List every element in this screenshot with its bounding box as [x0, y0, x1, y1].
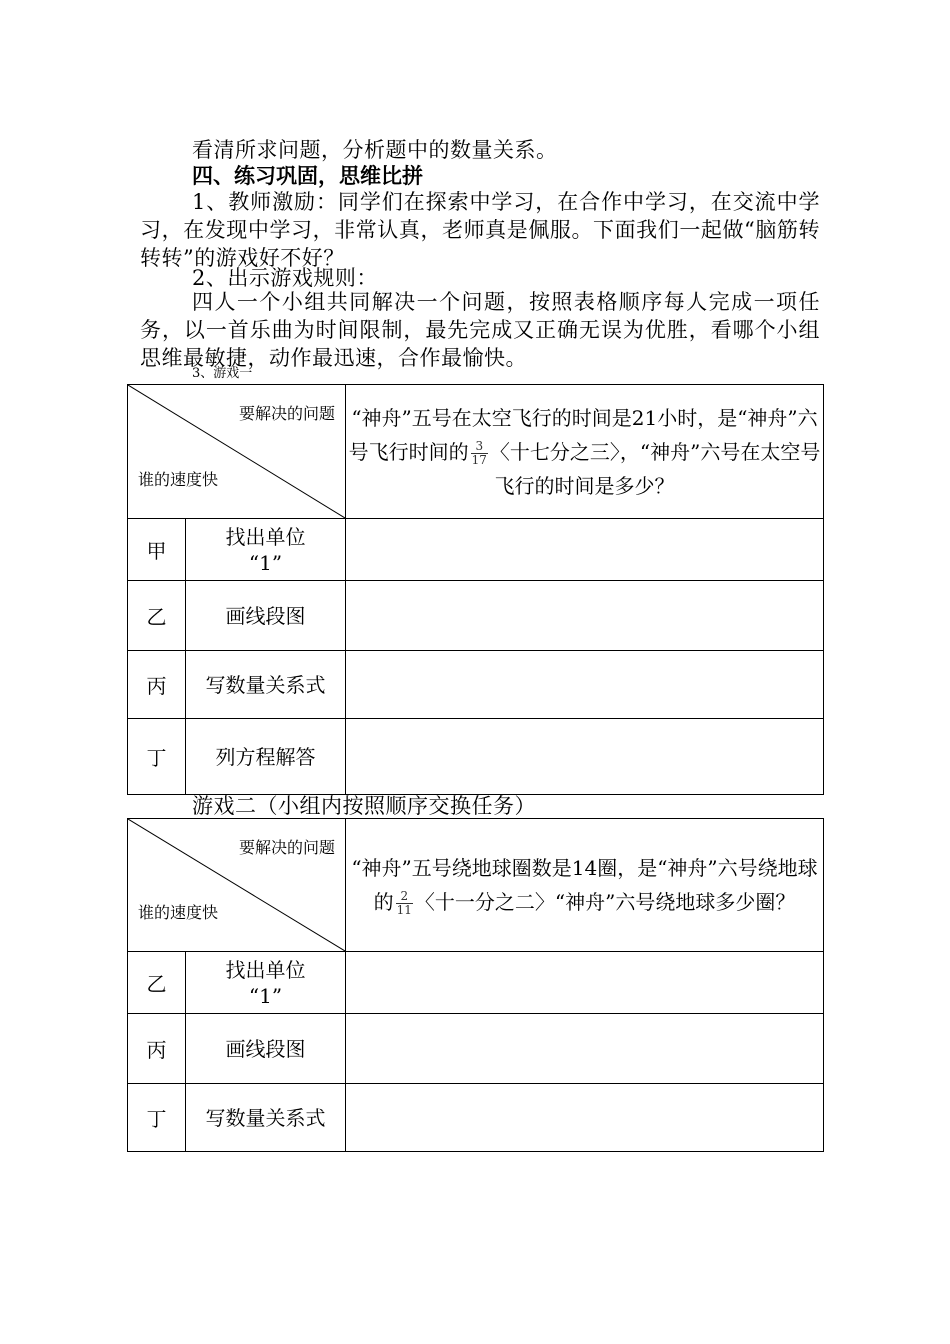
game2-diagonal-header-cell: [128, 819, 346, 952]
game1-label: 3、游戏一: [192, 366, 253, 381]
person-cell: 乙: [128, 952, 186, 1014]
task-cell: [186, 952, 346, 1014]
answer-cell[interactable]: [346, 1014, 824, 1084]
answer-cell[interactable]: [346, 719, 824, 795]
header-problem-label: 要解决的问题: [238, 838, 335, 857]
game2-problem-text-part1: “神舟”五号绕地球圈数是14圈，是“神舟”六号绕地球的: [351, 856, 818, 914]
task-cell: 写数量关系式: [186, 1084, 346, 1152]
game2-fraction: [396, 890, 413, 917]
header-speed-label: 谁的速度快: [138, 470, 219, 489]
task-cell: 画线段图: [186, 581, 346, 651]
person-cell: 丁: [128, 719, 186, 795]
task-cell: 列方程解答: [186, 719, 346, 795]
fraction-numerator: 3: [471, 440, 488, 454]
task-cell: 画线段图: [186, 1014, 346, 1084]
game1-row: [128, 719, 824, 795]
task-line1: 找出单位: [225, 957, 306, 982]
answer-cell[interactable]: [346, 952, 824, 1014]
answer-cell[interactable]: [346, 1084, 824, 1152]
game2-problem-text-part2: 〈十一分之二〉“神舟”六号绕地球多少圈？: [414, 890, 796, 914]
game2-row: [128, 1084, 824, 1152]
game1-row: [128, 651, 824, 719]
task-cell: 写数量关系式: [186, 651, 346, 719]
person-cell: 甲: [128, 519, 186, 581]
game1-header-row: [128, 385, 824, 519]
game2-row: [128, 952, 824, 1014]
task-cell: [186, 519, 346, 581]
header-speed-label: 谁的速度快: [138, 903, 219, 922]
person-cell: 乙: [128, 581, 186, 651]
paragraph-teacher-encouragement: 1、教师激励：同学们在探索中学习，在合作中学习，在交流中学习，在发现中学习，非常认真，老师真是佩服。下面我们一起做“脑筋转转转”的游戏好不好？: [140, 190, 820, 270]
game1-problem-text-part2: 〈十七分之三〉，“神舟”六号在太空号飞行的时间是多少？: [489, 439, 821, 498]
paragraph-game-rules-title: 2、出示游戏规则：: [192, 266, 378, 290]
task-line2: “1”: [248, 983, 283, 1008]
answer-cell[interactable]: [346, 519, 824, 581]
game1-problem-text-part1: “神舟”五号在太空飞行的时间是21小时，是“神舟”六号飞行时间的: [348, 405, 818, 464]
game2-header-row: [128, 819, 824, 952]
header-problem-label: 要解决的问题: [238, 404, 335, 423]
answer-cell[interactable]: [346, 651, 824, 719]
person-cell: 丁: [128, 1084, 186, 1152]
game1-diagonal-header-cell: [128, 385, 346, 519]
task-line1: 找出单位: [225, 524, 306, 549]
game1-fraction: [471, 440, 488, 467]
game2-table: [127, 818, 824, 1152]
fraction-numerator: 2: [396, 890, 413, 904]
person-cell: 丙: [128, 651, 186, 719]
fraction-denominator: 17: [471, 452, 487, 467]
section-heading: 四、练习巩固，思维比拼: [192, 164, 423, 188]
game1-row: [128, 519, 824, 581]
intro-line: 看清所求问题，分析题中的数量关系。: [192, 138, 558, 162]
game2-problem-cell: [346, 819, 824, 952]
person-cell: 丙: [128, 1014, 186, 1084]
fraction-denominator: 11: [396, 903, 412, 917]
game2-label: 游戏二（小组内按照顺序交换任务）: [192, 794, 536, 818]
game1-table: [127, 384, 824, 795]
answer-cell[interactable]: [346, 581, 824, 651]
game1-row: [128, 581, 824, 651]
game2-row: [128, 1014, 824, 1084]
game1-problem-cell: [346, 385, 824, 519]
task-line2: “1”: [248, 550, 283, 575]
paragraph-game-rules: 四人一个小组共同解决一个问题，按照表格顺序每人完成一项任务，以一首乐曲为时间限制，最先完成又正确无误为优胜，看哪个小组思维最敏捷，动作最迅速，合作最愉快。: [140, 290, 820, 370]
